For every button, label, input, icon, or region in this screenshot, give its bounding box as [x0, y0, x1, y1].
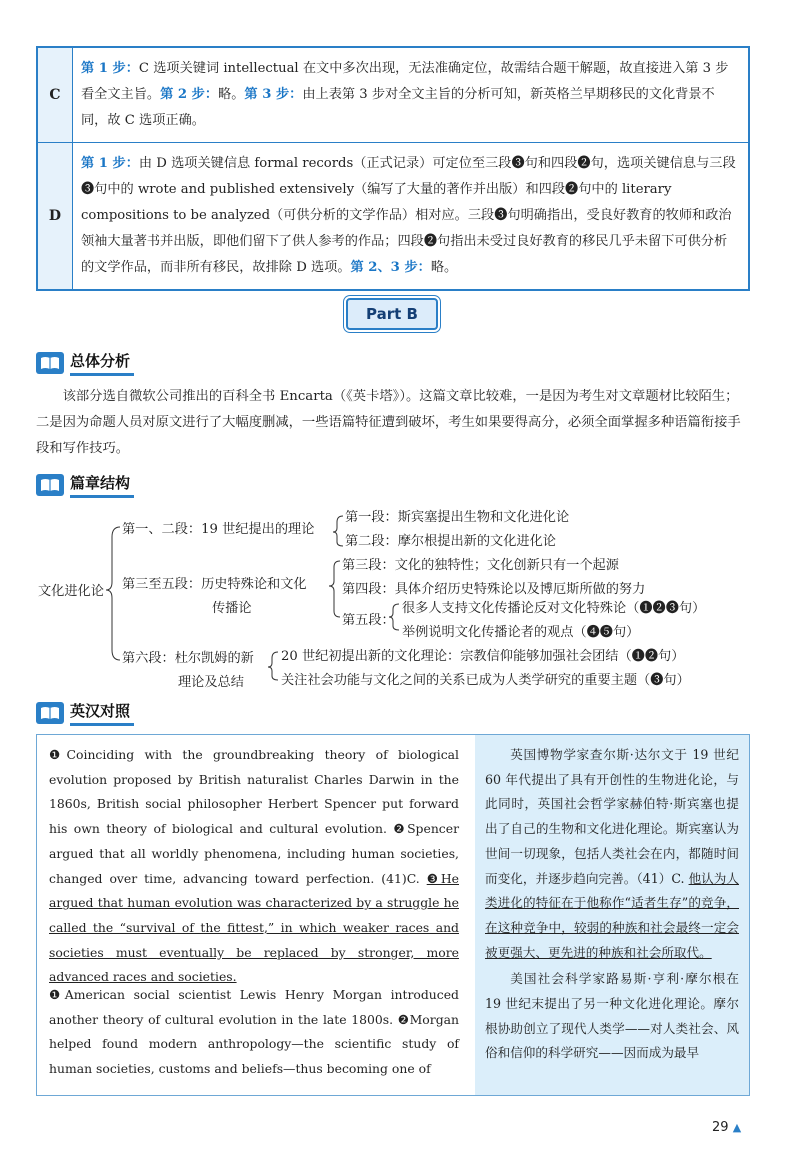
- chinese-text: 英国博物学家查尔斯·达尔文于 19 世纪 60 年代提出了具有开创性的生物进化论，与此同时，英国社会哲学家赫伯特·斯宾塞也提出了自己的生物和文化进化理论。斯宾塞认为世间一切现象，包括人类社会在内，都随时间而变化，并逐步趋向完善。（41）C.: [485, 747, 739, 886]
- chinese-paragraph-1: [475, 735, 749, 965]
- chinese-paragraph-2: 美国社会科学家路易斯·亨利·摩尔根在 19 世纪末提出了另一种文化进化理论。摩尔根协助创立了现代人类学——对人类社会、风俗和信仰的科学研究——因而成为最早: [485, 971, 739, 1061]
- tree-leaf: 第四段：具体介绍历史特殊论以及博厄斯所做的努力: [342, 582, 646, 597]
- tree-leaf: 第三段：文化的独特性；文化创新只有一个起源: [342, 558, 619, 573]
- step-label: 第 2 步：: [160, 87, 219, 102]
- tree-branch-3-cont: 理论及总结: [178, 675, 244, 690]
- step-text: C 选项关键词 intellectual 在文中多次出现，无法准确定位，故需结合题干解题，故直接进入第 3 步看全文主旨。: [81, 61, 729, 102]
- tree-leaf: 第五段：: [342, 613, 395, 628]
- tree-leaf: 很多人支持文化传播论反对文化特殊论（❶❷❸句）: [402, 601, 706, 616]
- step-text: 略。: [218, 87, 245, 102]
- tree-branch-2-cont: 传播论: [212, 601, 252, 616]
- tree-branch-3: 第六段：杜尔凯姆的新: [122, 651, 254, 666]
- step-label: 第 3 步：: [244, 87, 303, 102]
- tree-leaf: 第二段：摩尔根提出新的文化进化论: [345, 534, 556, 549]
- tree-leaf: 关注社会功能与文化之间的关系已成为人类学研究的重要主题（❸句）: [281, 673, 690, 688]
- tree-root: 文化进化论: [38, 584, 104, 599]
- step-text: 略。: [430, 260, 458, 275]
- bilingual-panel: [36, 734, 750, 1096]
- mortarboard-icon: ▲: [732, 1121, 742, 1134]
- step-text: 由上表第 3 步对全文主旨的分析可知，新英格兰早期移民的文化背景不同，故 C 选项正确。: [81, 87, 715, 128]
- step-label: 第 2、3 步：: [350, 260, 431, 275]
- step-text: 由 D 选项关键信息 formal records（正式记录）可定位至三段❸句和四段❷句，选项关键信息与三段❸句中的 wrote and published extensively（编写了大量的著作并出版）和四段❷句中的 literary compositions to be analyzed（可供分析的文学作品）相对应。三段❸句明确指出，受良好教育的牧师和政治领袖大量著书并出版，即他们留下了供人参考的作品；四段❷句指出未受过良好教育的移民几乎未留下可供分析的文学作品，而非所有移民，故排除 D 选项。: [81, 156, 736, 275]
- section-title: 篇章结构: [70, 472, 134, 498]
- part-b-heading: Part B: [346, 298, 438, 330]
- english-paragraph-2: ❶American social scientist Lewis Henry Morgan introduced another theory of cultural evolution in the late 1800s. ❷Morgan helped found modern anthropology—the scientific study of human societies, customs and beliefs—thus becoming one of: [49, 987, 459, 1077]
- english-answer-text: ❸He argued that human evolution was characterized by a struggle he called the “survival of the fittest,” in which weaker races and societies must eventually be replaced by stronger, more advanced races and societies.: [49, 870, 459, 985]
- chinese-answer-text: 他认为人类进化的特征在于他称作“适者生存”的竞争，在这种竞争中，较弱的种族和社会最终一定会被更强大、更先进的种族和社会所取代。: [485, 870, 739, 960]
- chinese-column: [475, 735, 749, 1095]
- overview-paragraph: 该部分选自微软公司推出的百科全书 Encarta（《英卡塔》）。这篇文章比较难，一是因为考生对文章题材比较陌生；二是因为命题人员对原文进行了大幅度删减，一些语篇特征遭到破坏，考生如果要得高分，必须全面掌握多种语篇衔接手段和写作技巧。: [36, 389, 741, 456]
- section-title: 总体分析: [70, 350, 134, 376]
- option-label: C: [38, 48, 73, 142]
- book-icon: [36, 702, 64, 724]
- step-label: 第 1 步：: [81, 156, 139, 171]
- tree-leaf: 20 世纪初提出新的文化理论：宗教信仰能够加强社会团结（❶❷句）: [281, 649, 685, 664]
- tree-leaf: 第一段：斯宾塞提出生物和文化进化论: [345, 510, 570, 525]
- section-title: 英汉对照: [70, 700, 134, 726]
- option-label: D: [38, 143, 73, 289]
- tree-leaf: 举例说明文化传播论者的观点（❹❺句）: [402, 625, 640, 640]
- tree-branch-2: 第三至五段：历史特殊论和文化: [122, 577, 307, 592]
- english-text: ❶Coinciding with the groundbreaking theory of biological evolution proposed by British naturalist Charles Darwin in the 1860s, British social philosopher Herbert Spencer put forward his own theory of biological and cultural evolution. ❷Spencer argued that all worldly phenomena, including human societies, changed over time, advancing toward perfection. (41)C.: [49, 747, 459, 886]
- section-bilingual: [36, 700, 134, 726]
- tree-branch-1: 第一、二段：19 世纪提出的理论: [122, 522, 315, 537]
- page-number: [712, 1120, 741, 1135]
- page-number-text: 29: [712, 1120, 729, 1135]
- english-paragraph-1: [49, 743, 459, 990]
- step-label: 第 1 步：: [81, 61, 139, 76]
